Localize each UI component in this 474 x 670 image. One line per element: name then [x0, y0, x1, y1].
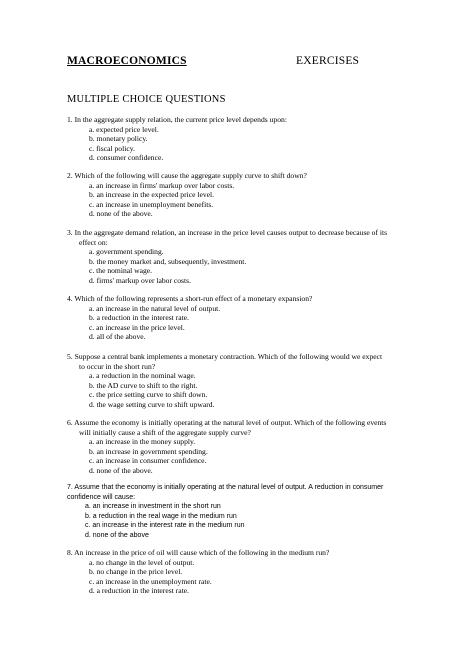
- option-a: a. an increase in investment in the short run: [85, 503, 221, 510]
- question-stem: 4. Which of the following represents a short-run effect of a monetary expansion?: [67, 294, 313, 303]
- option-c: c. an increase in the price level.: [89, 322, 185, 332]
- option-b: b. an increase in the expected price level.: [89, 190, 215, 199]
- question-stem-continued: to occur in the short run?: [79, 361, 156, 371]
- question-stem: 8. An increase in the price of oil will cause which of the following in the medium run?: [67, 548, 330, 557]
- question-2: [67, 171, 427, 219]
- question-3: [67, 228, 427, 285]
- question-8: [67, 548, 427, 596]
- question-stem: 7. Assume that the economy is initially operating at the natural level of output. A reduction in consumer: [67, 484, 384, 491]
- option-c: c. the price setting curve to shift down.: [89, 390, 208, 399]
- question-stem: 2. Which of the following will cause the aggregate supply curve to shift down?: [67, 171, 307, 180]
- option-c: c. an increase in the interest rate in the medium run: [85, 522, 245, 529]
- option-d: d. none of the above: [85, 531, 149, 539]
- option-b: b. monetary policy.: [89, 134, 148, 143]
- option-a: a. an increase in the money supply.: [89, 437, 196, 446]
- option-d: d. none of the above.: [89, 465, 153, 475]
- option-b: b. an increase in government spending.: [89, 446, 208, 456]
- option-a: a. no change in the level of output.: [89, 557, 195, 567]
- question-stem-continued: confidence will cause:: [67, 493, 136, 501]
- question-stem-continued: will initially cause a shift of the aggregate supply curve?: [79, 427, 251, 437]
- option-c: c. the nominal wage.: [89, 266, 153, 275]
- option-b: b. a reduction in the real wage in the medium run: [85, 512, 237, 520]
- question-1: [67, 115, 427, 163]
- exercises-label: EXERCISES: [296, 55, 360, 67]
- option-c: c. an increase in the unemployment rate.: [89, 576, 212, 586]
- option-d: d. a reduction in the interest rate.: [89, 586, 189, 595]
- option-c: c. an increase in unemployment benefits.: [89, 199, 214, 209]
- option-a: a. a reduction in the nominal wage.: [89, 371, 196, 380]
- question-stem: 1. In the aggregate supply relation, the current price level depends upon:: [67, 115, 287, 124]
- option-b: b. a reduction in the interest rate.: [89, 313, 189, 322]
- question-7: [67, 483, 427, 540]
- question-stem: 6. Assume the economy is initially operating at the natural level of output. Which of the following events: [67, 418, 387, 427]
- option-d: d. none of the above.: [89, 209, 153, 218]
- option-a: a. expected price level.: [89, 124, 159, 134]
- option-b: b. the AD curve to shift to the right.: [89, 380, 198, 390]
- course-title: MACROECONOMICS: [67, 55, 187, 67]
- question-stem: 3. In the aggregate demand relation, an increase in the price level causes output to decrease because of its: [67, 228, 388, 237]
- option-a: a. an increase in firms' markup over labor costs.: [89, 180, 235, 190]
- option-c: c. fiscal policy.: [89, 143, 135, 153]
- option-d: d. firms' markup over labor costs.: [89, 275, 191, 285]
- option-c: c. an increase in consumer confidence.: [89, 456, 207, 465]
- section-title: MULTIPLE CHOICE QUESTIONS: [67, 94, 226, 105]
- option-d: d. all of the above.: [89, 332, 146, 341]
- option-b: b. the money market and, subsequently, investment.: [89, 256, 247, 266]
- option-d: d. the wage setting curve to shift upward.: [89, 399, 215, 409]
- option-b: b. no change in the price level.: [89, 567, 183, 576]
- question-4: [67, 294, 427, 342]
- question-stem: 5. Suppose a central bank implements a monetary contraction. Which of the following would we expect: [67, 352, 383, 361]
- question-5: [67, 352, 427, 409]
- question-6: [67, 418, 427, 475]
- question-stem-continued: effect on:: [79, 237, 108, 247]
- option-a: a. an increase in the natural level of output.: [89, 303, 221, 313]
- option-d: d. consumer confidence.: [89, 153, 164, 162]
- option-a: a. government spending.: [89, 247, 164, 256]
